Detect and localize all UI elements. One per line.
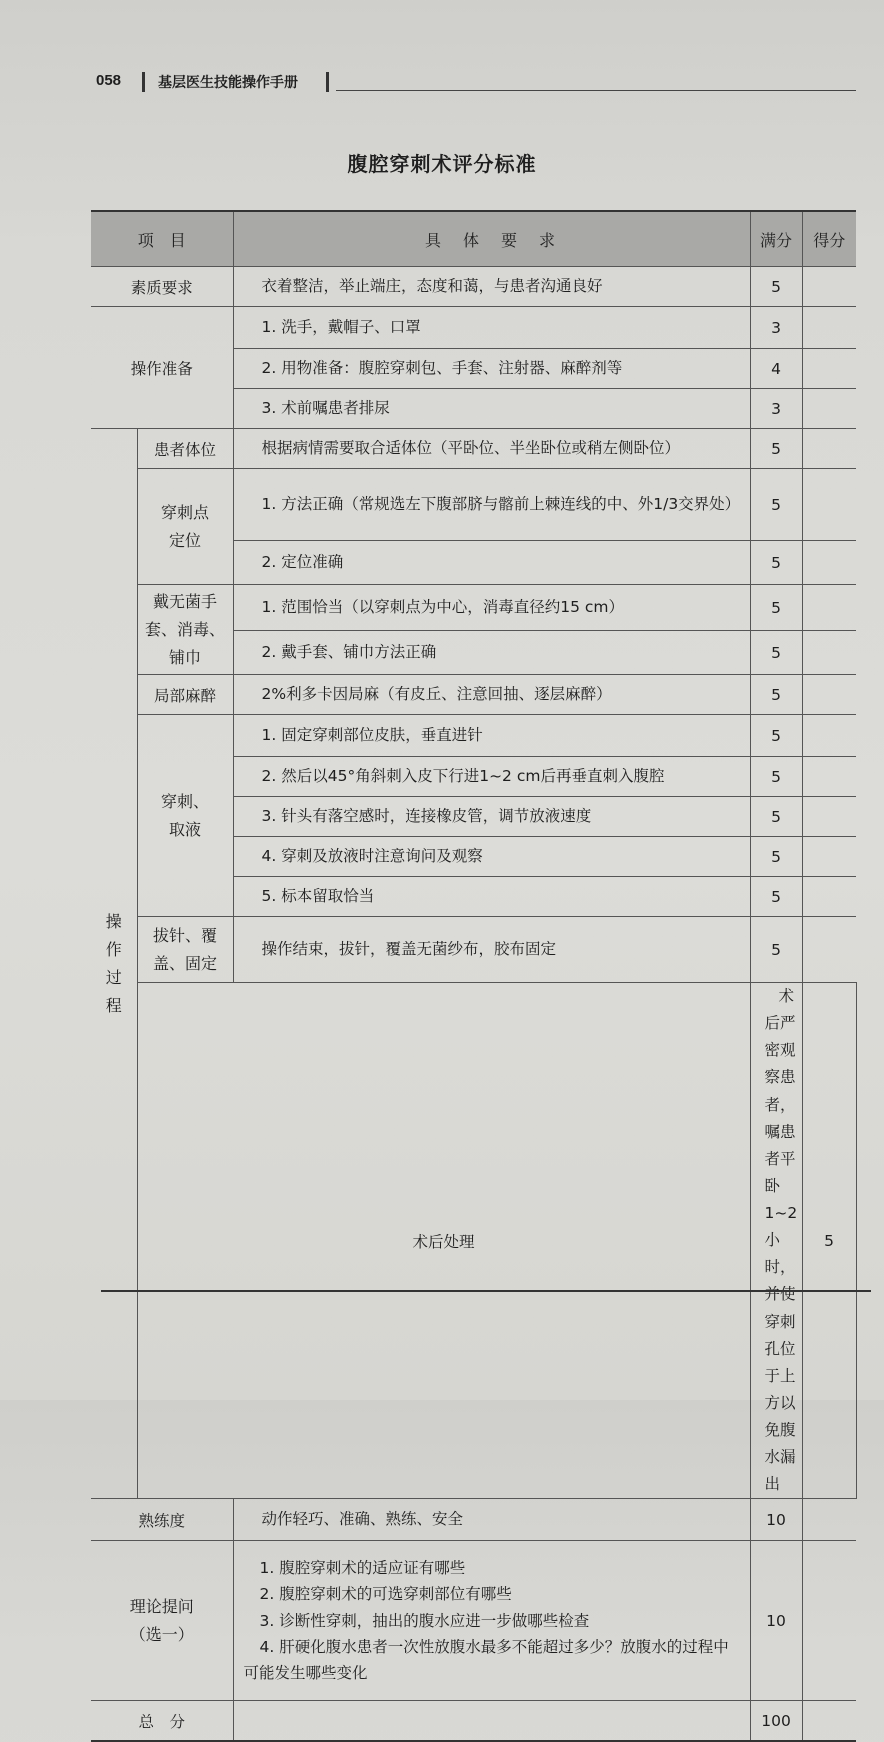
process-label-line: 操	[105, 911, 122, 931]
requirement-cell: 操作结束，拔针，覆盖无菌纱布，胶布固定	[233, 917, 750, 983]
requirement-cell	[233, 1541, 750, 1701]
table-row	[91, 1499, 856, 1541]
subitem-line: 取液	[169, 819, 202, 839]
subitem-line: 拔针、覆	[153, 925, 218, 945]
subitem-cell	[137, 715, 233, 917]
full-score-cell: 5	[750, 267, 802, 307]
requirement-cell: 5. 标本留取恰当	[233, 877, 750, 917]
header-divider-right	[326, 72, 329, 92]
scoring-table	[91, 210, 856, 1742]
header-rule	[336, 90, 856, 91]
full-score-cell: 5	[750, 715, 802, 757]
requirement-cell: 2%利多卡因局麻（有皮丘、注意回抽、逐层麻醉）	[233, 675, 750, 715]
full-score-cell: 5	[750, 429, 802, 469]
full-score-cell: 3	[750, 389, 802, 429]
subitem-line: 穿刺、	[161, 791, 210, 811]
header-full-score: 满分	[750, 211, 802, 267]
obtained-score-cell	[802, 429, 856, 469]
obtained-score-cell	[802, 877, 856, 917]
theory-question: 2. 腹腔穿刺术的可选穿刺部位有哪些	[259, 1585, 512, 1604]
table-row	[91, 715, 856, 757]
full-score-cell: 4	[750, 349, 802, 389]
obtained-score-cell	[802, 389, 856, 429]
table-row	[91, 1541, 856, 1701]
obtained-score-cell	[802, 1541, 856, 1701]
obtained-score-cell	[802, 307, 856, 349]
header-divider-left	[142, 72, 145, 92]
full-score-cell: 5	[750, 541, 802, 585]
theory-question: 3. 诊断性穿刺，抽出的腹水应进一步做哪些检查	[259, 1611, 590, 1630]
obtained-score-cell	[802, 1499, 856, 1541]
theory-label-line: 理论提问	[129, 1596, 194, 1616]
subitem-line: 定位	[169, 530, 202, 550]
requirement-cell: 根据病情需要取合适体位（平卧位、半坐卧位或稍左侧卧位）	[233, 429, 750, 469]
requirement-cell: 1. 洗手，戴帽子、口罩	[233, 307, 750, 349]
requirement-cell: 2. 然后以45°角斜刺入皮下行进1~2 cm后再垂直刺入腹腔	[233, 757, 750, 797]
item-cell	[91, 1541, 233, 1701]
subitem-cell	[137, 469, 233, 585]
table-row	[91, 917, 856, 983]
bottom-rule	[101, 1290, 871, 1292]
subitem-line: 铺巾	[169, 647, 202, 667]
subitem-cell: 患者体位	[137, 429, 233, 469]
subitem-cell	[137, 917, 233, 983]
obtained-score-cell	[802, 469, 856, 541]
table-row-total	[91, 1701, 856, 1741]
obtained-total-cell	[802, 1701, 856, 1741]
subitem-line: 穿刺点	[161, 502, 210, 522]
requirement-cell: 1. 固定穿刺部位皮肤，垂直进针	[233, 715, 750, 757]
process-label-line: 过	[105, 967, 122, 987]
theory-question: 1. 腹腔穿刺术的适应证有哪些	[259, 1559, 466, 1578]
table-row	[91, 675, 856, 715]
table-row	[91, 469, 856, 541]
obtained-score-cell	[802, 917, 856, 983]
page-header	[96, 70, 856, 96]
full-score-cell: 5	[750, 631, 802, 675]
requirement-cell: 术后严密观察患者，嘱患者平卧1~2小时，并使穿刺孔位于上方以免腹水漏出	[750, 983, 802, 1499]
header-item: 项 目	[91, 211, 233, 267]
process-label-line: 作	[105, 939, 122, 959]
table-row	[91, 585, 856, 631]
subitem-cell	[137, 585, 233, 675]
requirement-cell: 3. 术前嘱患者排尿	[233, 389, 750, 429]
full-score-cell: 3	[750, 307, 802, 349]
obtained-score-cell	[802, 675, 856, 715]
header-obtained-score: 得分	[802, 211, 856, 267]
process-label-line: 程	[105, 995, 122, 1015]
item-cell: 操作准备	[91, 307, 233, 429]
table-row	[91, 429, 856, 469]
obtained-score-cell	[802, 349, 856, 389]
full-score-cell: 5	[750, 585, 802, 631]
obtained-score-cell	[802, 267, 856, 307]
table-row	[91, 983, 856, 1499]
full-score-cell: 10	[750, 1541, 802, 1701]
requirement-cell: 1. 范围恰当（以穿刺点为中心，消毒直径约15 cm）	[233, 585, 750, 631]
theory-question: 4. 肝硬化腹水患者一次性放腹水最多不能超过多少？放腹水的过程中可能发生哪些变化	[243, 1638, 729, 1683]
subitem-line: 套、消毒、	[145, 619, 226, 639]
requirement-cell: 2. 戴手套、铺巾方法正确	[233, 631, 750, 675]
requirement-cell: 动作轻巧、准确、熟练、安全	[233, 1499, 750, 1541]
process-item-cell	[91, 429, 137, 1499]
full-score-cell: 5	[750, 469, 802, 541]
full-score-cell: 5	[750, 837, 802, 877]
requirement-cell: 3. 针头有落空感时，连接橡皮管，调节放液速度	[233, 797, 750, 837]
obtained-score-cell	[802, 585, 856, 631]
full-score-cell: 5	[750, 675, 802, 715]
requirement-cell: 2. 定位准确	[233, 541, 750, 585]
total-label: 总 分	[91, 1701, 233, 1741]
page-number: 058	[96, 72, 122, 89]
item-cell: 熟练度	[91, 1499, 233, 1541]
full-score-cell: 5	[750, 757, 802, 797]
obtained-score-cell	[802, 837, 856, 877]
obtained-score-cell	[802, 797, 856, 837]
requirement-cell: 4. 穿刺及放液时注意询问及观察	[233, 837, 750, 877]
full-score-cell: 10	[750, 1499, 802, 1541]
header-requirement: 具 体 要 求	[233, 211, 750, 267]
obtained-score-cell	[802, 757, 856, 797]
obtained-score-cell	[802, 715, 856, 757]
subitem-line: 盖、固定	[153, 953, 218, 973]
document-title: 腹腔穿刺术评分标准	[347, 152, 537, 176]
table-row	[91, 307, 856, 349]
table-header-row	[91, 211, 856, 267]
subitem-cell: 局部麻醉	[137, 675, 233, 715]
requirement-cell: 衣着整洁，举止端庄，态度和蔼，与患者沟通良好	[233, 267, 750, 307]
theory-label-line: （选一）	[129, 1624, 194, 1644]
table-row	[91, 267, 856, 307]
full-score-cell: 5	[750, 877, 802, 917]
requirement-cell: 2. 用物准备：腹腔穿刺包、手套、注射器、麻醉剂等	[233, 349, 750, 389]
total-score-cell: 100	[750, 1701, 802, 1741]
requirement-cell: 1. 方法正确（常规选左下腹部脐与髂前上棘连线的中、外1/3交界处）	[233, 469, 750, 541]
obtained-score-cell	[802, 631, 856, 675]
subitem-line: 戴无菌手	[153, 591, 218, 611]
item-cell: 素质要求	[91, 267, 233, 307]
full-score-cell: 5	[802, 983, 856, 1499]
book-title: 基层医生技能操作手册	[158, 75, 298, 91]
obtained-score-cell	[802, 541, 856, 585]
item-cell: 术后处理	[137, 983, 750, 1499]
full-score-cell: 5	[750, 797, 802, 837]
full-score-cell: 5	[750, 917, 802, 983]
total-requirement-cell	[233, 1701, 750, 1741]
